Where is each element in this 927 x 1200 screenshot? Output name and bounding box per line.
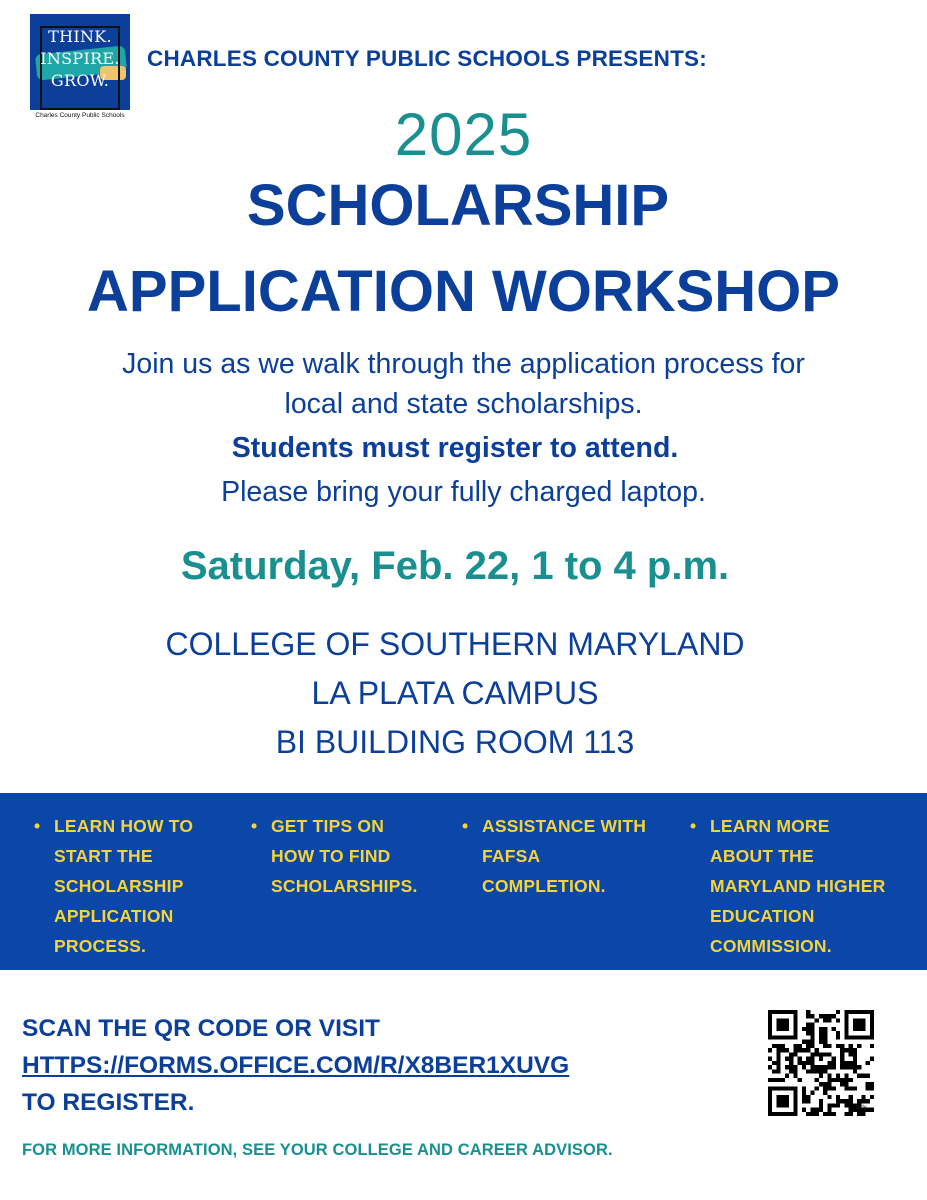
logo-caption: Charles County Public Schools	[35, 112, 125, 119]
event-year: 2025	[394, 101, 533, 168]
registration-notice: Students must register to attend.	[231, 432, 679, 464]
location-line-1: COLLEGE OF SOUTHERN MARYLAND	[165, 626, 745, 662]
bullet-icon: •	[462, 816, 469, 836]
registration-instructions	[22, 1010, 569, 1121]
highlight-line: ABOUT THE	[710, 846, 814, 866]
highlights-band	[0, 793, 927, 970]
registration-link[interactable]: HTTPS://FORMS.OFFICE.COM/R/X8BER1XUVG	[22, 1052, 570, 1079]
footer-note: FOR MORE INFORMATION, SEE YOUR COLLEGE AND CAREER ADVISOR.	[22, 1141, 613, 1159]
highlight-line: FAFSA	[482, 846, 541, 866]
highlight-line: APPLICATION	[54, 906, 174, 926]
highlight-line: COMMISSION.	[710, 936, 832, 956]
location-line-3: BI BUILDING ROOM 113	[275, 724, 635, 760]
highlight-line: EDUCATION	[710, 906, 815, 926]
scan-instruction: SCAN THE QR CODE OR VISIT	[22, 1015, 381, 1042]
highlight-line: LEARN HOW TO	[54, 816, 194, 836]
highlight-line: MARYLAND HIGHER	[710, 876, 886, 896]
highlight-line: GET TIPS ON	[271, 816, 385, 836]
intro-text	[0, 344, 927, 424]
highlight-item	[251, 811, 451, 901]
highlight-item	[462, 811, 672, 901]
intro-line-2: local and state scholarships.	[284, 388, 643, 420]
logo-wordmark	[30, 26, 130, 92]
register-suffix: TO REGISTER.	[22, 1089, 195, 1116]
highlight-line: START THE	[54, 846, 153, 866]
title-line-2: APPLICATION WORKSHOP	[87, 259, 840, 324]
logo-line-think: THINK.	[48, 27, 112, 46]
laptop-notice: Please bring your fully charged laptop.	[221, 476, 706, 508]
highlight-line: ASSISTANCE WITH	[482, 816, 647, 836]
qr-brand-label: bitly	[856, 1105, 867, 1111]
presenter-heading: CHARLES COUNTY PUBLIC SCHOOLS PRESENTS:	[147, 46, 707, 71]
intro-line-1: Join us as we walk through the application process for	[122, 348, 805, 380]
bullet-icon: •	[251, 816, 258, 836]
highlight-line: SCHOLARSHIP	[54, 876, 184, 896]
highlight-item	[690, 811, 920, 961]
logo-line-grow: GROW.	[50, 71, 110, 90]
title-line-1: SCHOLARSHIP	[246, 173, 670, 238]
location-line-2: LA PLATA CAMPUS	[311, 675, 599, 711]
highlight-line: PROCESS.	[54, 936, 147, 956]
event-location	[0, 620, 910, 767]
event-date-time: Saturday, Feb. 22, 1 to 4 p.m.	[180, 544, 730, 588]
qr-code[interactable]	[768, 1010, 874, 1116]
highlight-item	[34, 811, 224, 961]
bullet-icon: •	[34, 816, 41, 836]
highlight-line: SCHOLARSHIPS.	[271, 876, 418, 896]
logo-line-inspire: INSPIRE.	[40, 49, 120, 68]
logo-badge	[30, 14, 130, 110]
bullet-icon: •	[690, 816, 697, 836]
highlight-line: LEARN MORE	[710, 816, 830, 836]
highlight-line: COMPLETION.	[482, 876, 606, 896]
highlight-line: HOW TO FIND	[271, 846, 391, 866]
